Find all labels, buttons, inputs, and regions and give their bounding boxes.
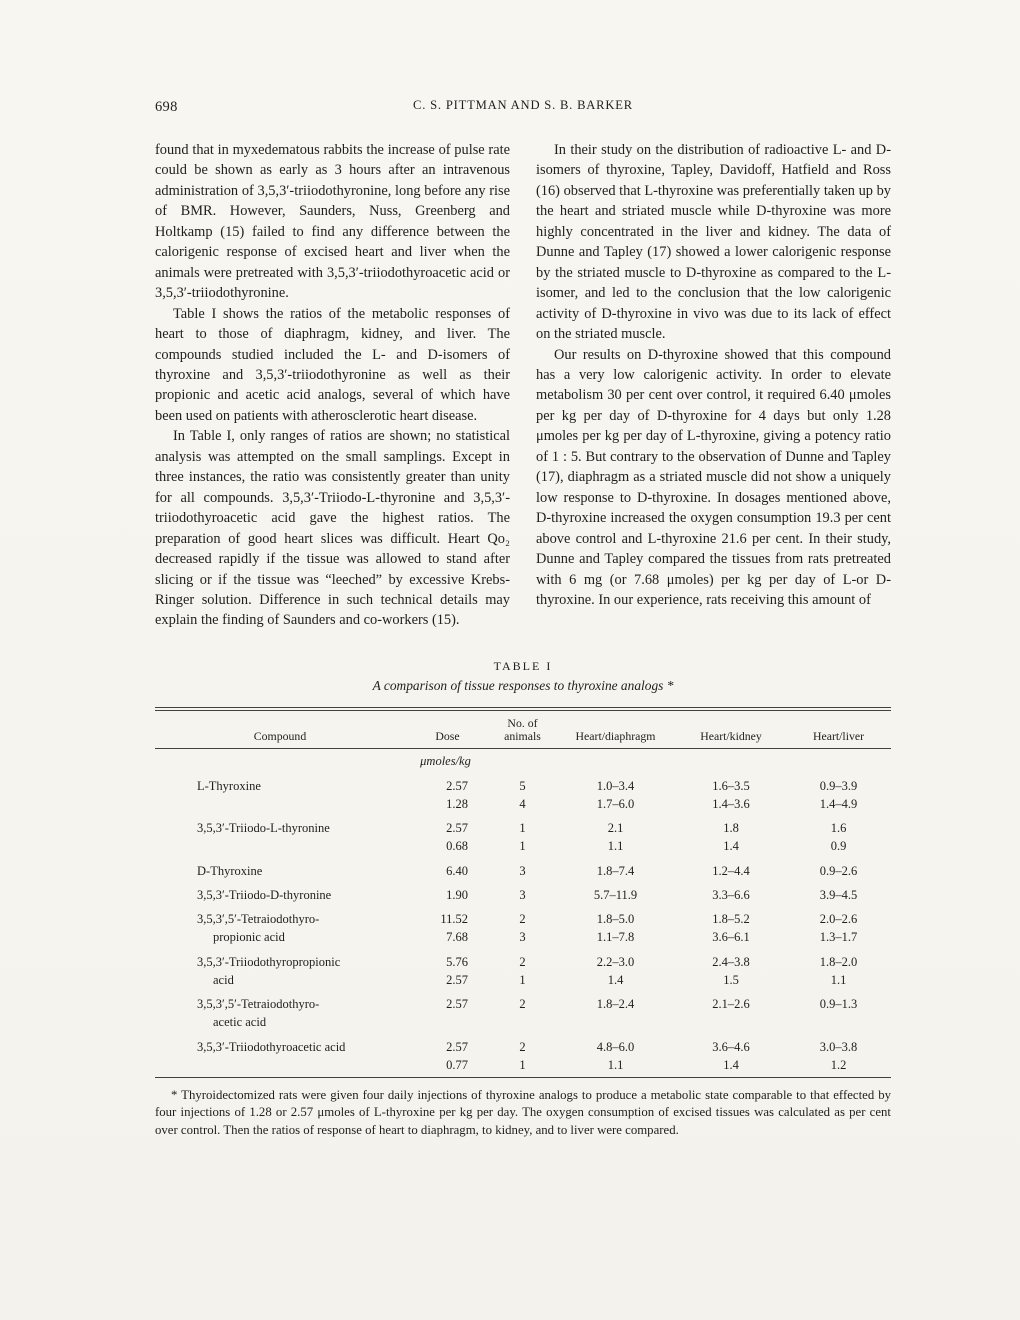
heart-liver-cell: 1.2 <box>830 1057 847 1072</box>
table-row <box>155 928 891 946</box>
animals-cell: 1 <box>519 839 526 854</box>
heart-kidney-cell: 1.8–5.2 <box>712 912 750 927</box>
table-row <box>155 1013 891 1031</box>
animals-cell: 1 <box>519 972 526 987</box>
compound-cell <box>155 837 405 855</box>
animals-cell: 1 <box>519 1057 526 1072</box>
dose-cell: 0.77 <box>446 1057 468 1072</box>
compound-cell: 3,5,3′-Triiodo-D-thyronine <box>197 887 332 902</box>
compound-cell: propionic acid <box>213 930 285 945</box>
heart-liver-cell: 1.4–4.9 <box>819 796 858 811</box>
table-row <box>155 1056 891 1074</box>
paragraph: In their study on the distribution of radioactive L- and D-isomers of thyroxine, Tapley, Davidoff, Hatfield and Ross (16) observed that L-thyroxine was preferentially taken up by the heart and striated muscle while D-thyroxine was more highly concentrated in the liver and kidney. The data of Dunne and Tapley (17) showed a lower calorigenic response by the striated muscle to D-thyroxine as compared to the L-isomer, and led to the conclusion that the low calorigenic activity of D-thyroxine in vivo was due to its lack of effect on the striated muscle. <box>536 142 891 343</box>
animals-cell: 2 <box>519 954 526 969</box>
heart-liver-cell: 0.9–3.9 <box>819 778 858 793</box>
heart-liver-cell: 0.9–1.3 <box>819 997 858 1012</box>
right-column <box>536 140 891 631</box>
running-head: C. S. PITTMAN AND S. B. BARKER <box>413 98 633 112</box>
animals-cell: 5 <box>519 778 526 793</box>
animals-cell: 2 <box>519 1039 526 1054</box>
col-header-compound: Compound <box>155 711 405 749</box>
compound-cell: D-Thyroxine <box>197 863 263 878</box>
dose-cell: 2.57 <box>446 997 468 1012</box>
dose-cell: 6.40 <box>446 863 468 878</box>
dose-cell: 2.57 <box>446 1039 468 1054</box>
table-row <box>155 880 891 904</box>
heart-liver-cell: 0.9–2.6 <box>819 863 858 878</box>
heart-diaphragm-cell: 1.8–5.0 <box>596 912 635 927</box>
paragraph: Table I shows the ratios of the metabolic responses of heart to those of diaphragm, kidney, and liver. The compounds studied included the L- and D-isomers of thyroxine and 3,5,3′-triiodothyronine as well as their propionic and acetic acid analogs, several of which have been used on patients with atherosclerotic heart disease. <box>155 305 510 424</box>
dose-cell: 5.76 <box>446 954 468 969</box>
table-bottom-rule <box>155 1077 891 1078</box>
heart-kidney-cell: 3.6–6.1 <box>712 930 750 945</box>
table-label: TABLE I <box>493 658 553 673</box>
heart-diaphragm-cell: 5.7–11.9 <box>593 887 638 902</box>
dose-cell <box>405 1013 490 1031</box>
heart-diaphragm-cell: 2.1 <box>607 821 624 836</box>
table-header-row <box>155 711 891 749</box>
heart-diaphragm-cell: 1.8–7.4 <box>596 863 635 878</box>
body-columns <box>155 140 891 631</box>
heart-kidney-cell: 1.6–3.5 <box>712 778 750 793</box>
heart-diaphragm-cell: 4.8–6.0 <box>596 1039 635 1054</box>
table-row <box>155 813 891 837</box>
compound-cell: 3,5,3′,5′-Tetraiodothyro- <box>197 997 320 1012</box>
heart-kidney-cell: 3.6–4.6 <box>712 1039 750 1054</box>
dose-cell: 2.57 <box>446 821 468 836</box>
compound-cell: 3,5,3′-Triiodothyropropionic <box>197 954 341 969</box>
heart-diaphragm-cell: 1.4 <box>607 972 624 987</box>
animals-cell: 2 <box>519 912 526 927</box>
heart-liver-cell: 1.1 <box>830 972 847 987</box>
animals-cell: 3 <box>519 930 526 945</box>
heart-liver-cell: 1.6 <box>830 821 847 836</box>
compound-cell <box>155 1056 405 1074</box>
animals-cell: 4 <box>519 796 526 811</box>
table-row <box>155 971 891 989</box>
col-header-animals-line2: animals <box>504 729 541 744</box>
col-header-dose: Dose <box>405 711 490 749</box>
heart-liver-cell: 2.0–2.6 <box>819 912 858 927</box>
paragraph: In Table I, only ranges of ratios are shown; no statistical analysis was attempted on the small samplings. Except in three instances, the ratio was consistently greater than unity for all compounds. 3,5,3′-Triiodo-L-thyronine and 3,5,3′-triiodothyroacetic acid gave the highest ratios. The preparation of good heart slices was difficult. Heart Qo₂ decreased rapidly if the tissue was allowed to stand after slicing or if the tissue was “leeched” by excessive Krebs-Ringer solution. Difference in such technical details may explain the finding of Saunders and co-workers (15). <box>155 428 510 629</box>
heart-kidney-cell: 2.1–2.6 <box>712 997 750 1012</box>
table-footnote: * Thyroidectomized rats were given four daily injections of thyroxine analogs to produce a metabolic state comparable to that effected by four injections of 1.28 or 2.57 μmoles of L-thyroxine per kg per day. The oxygen consumption of excised tissues was calculated as per cent over control. Then the ratios of response of heart to diaphragm, to kidney, and to liver were compared. <box>155 1088 891 1137</box>
col-header-heart-diaphragm: Heart/diaphragm <box>555 711 676 749</box>
heart-kidney-cell: 2.4–3.8 <box>712 954 750 969</box>
compound-cell: acetic acid <box>213 1015 267 1030</box>
heart-kidney-cell: 1.4–3.6 <box>712 796 750 811</box>
animals-cell: 3 <box>519 863 526 878</box>
heart-liver-cell <box>786 1013 891 1031</box>
heart-diaphragm-cell: 2.2–3.0 <box>596 954 635 969</box>
paragraph: found that in myxedematous rabbits the increase of pulse rate could be shown as early as 3 hours after an intravenous administration of 3,5,3′-triiodothyronine, long before any rise of BMR. However, Saunders, Nuss, Greenberg and Holtkamp (15) failed to find any difference between the calorigenic response of excised heart and liver when the animals were pretreated with 3,5,3′-triiodothyroacetic acid or 3,5,3′-triiodothyronine. <box>155 142 510 302</box>
table-row <box>155 989 891 1013</box>
page-header <box>155 98 891 118</box>
compound-cell: 3,5,3′-Triiodo-L-thyronine <box>197 821 330 836</box>
heart-liver-cell: 0.9 <box>830 839 847 854</box>
heart-diaphragm-cell: 1.1 <box>607 839 624 854</box>
animals-cell <box>490 1013 555 1031</box>
heart-kidney-cell: 1.4 <box>723 1057 739 1072</box>
heart-kidney-cell: 1.4 <box>723 839 739 854</box>
dose-cell: 7.68 <box>446 930 468 945</box>
table-row <box>155 1032 891 1056</box>
table-row <box>155 795 891 813</box>
heart-liver-cell: 1.3–1.7 <box>819 930 858 945</box>
compound-cell: 3,5,3′-Triiodothyroacetic acid <box>197 1039 346 1054</box>
dose-cell: 0.68 <box>446 839 468 854</box>
animals-cell: 2 <box>519 997 526 1012</box>
heart-kidney-cell: 3.3–6.6 <box>712 887 750 902</box>
table-1-block <box>155 659 891 1139</box>
heart-kidney-cell: 1.5 <box>723 972 739 987</box>
heart-diaphragm-cell <box>555 1013 676 1031</box>
animals-cell: 1 <box>519 821 526 836</box>
compound-cell: acid <box>213 972 234 987</box>
col-header-heart-liver: Heart/liver <box>786 711 891 749</box>
dose-cell: 2.57 <box>446 972 468 987</box>
dose-cell: 11.52 <box>440 912 468 927</box>
dose-unit-row <box>155 749 891 771</box>
table-caption: A comparison of tissue responses to thyroxine analogs * <box>372 677 674 693</box>
heart-kidney-cell <box>676 1013 786 1031</box>
heart-kidney-cell: 1.8 <box>723 821 739 836</box>
heart-liver-cell: 3.0–3.8 <box>819 1039 858 1054</box>
page-number: 698 <box>155 99 178 115</box>
heart-diaphragm-cell: 1.8–2.4 <box>596 997 635 1012</box>
dose-unit-label: μmoles/kg <box>420 754 471 769</box>
compound-cell: 3,5,3′,5′-Tetraiodothyro- <box>197 912 320 927</box>
heart-kidney-cell: 1.2–4.4 <box>712 863 750 878</box>
table-row <box>155 837 891 855</box>
heart-diaphragm-cell: 1.1–7.8 <box>596 930 635 945</box>
dose-cell: 1.28 <box>446 796 468 811</box>
heart-liver-cell: 1.8–2.0 <box>819 954 858 969</box>
table-1 <box>155 711 891 1074</box>
heart-diaphragm-cell: 1.7–6.0 <box>596 796 635 811</box>
compound-cell <box>155 795 405 813</box>
heart-diaphragm-cell: 1.1 <box>607 1057 624 1072</box>
dose-cell: 1.90 <box>446 887 468 902</box>
paragraph: Our results on D-thyroxine showed that this compound has a very low calorigenic activity. In order to elevate metabolism 30 per cent over control, it required 6.40 μmoles per kg per day of D-thyroxine for 4 days but only 1.28 μmoles per kg per day of L-thyroxine, giving a potency ratio of 1 : 5. But contrary to the observation of Dunne and Tapley (17), diaphragm as a striated muscle did not show a uniquely low response to D-thyroxine. In dosages mentioned above, D-thyroxine increased the oxygen consumption 19.3 per cent above control and L-thyroxine 21.6 per cent. In their study, Dunne and Tapley compared the tissues from rats pretreated with 6 mg (or 7.68 μmoles) per kg per day of L-or D-thyroxine. In our experience, rats receiving this amount of <box>536 346 891 608</box>
table-row <box>155 771 891 795</box>
page-content <box>155 98 891 1139</box>
animals-cell: 3 <box>519 887 526 902</box>
heart-diaphragm-cell: 1.0–3.4 <box>596 778 635 793</box>
table-row <box>155 947 891 971</box>
col-header-heart-kidney: Heart/kidney <box>676 711 786 749</box>
left-column <box>155 140 510 631</box>
col-header-animals-line1: No. of <box>507 715 538 730</box>
col-header-animals <box>490 711 555 749</box>
dose-cell: 2.57 <box>446 778 468 793</box>
table-row <box>155 856 891 880</box>
compound-cell: L-Thyroxine <box>197 778 261 793</box>
heart-liver-cell: 3.9–4.5 <box>819 887 858 902</box>
table-row <box>155 904 891 928</box>
